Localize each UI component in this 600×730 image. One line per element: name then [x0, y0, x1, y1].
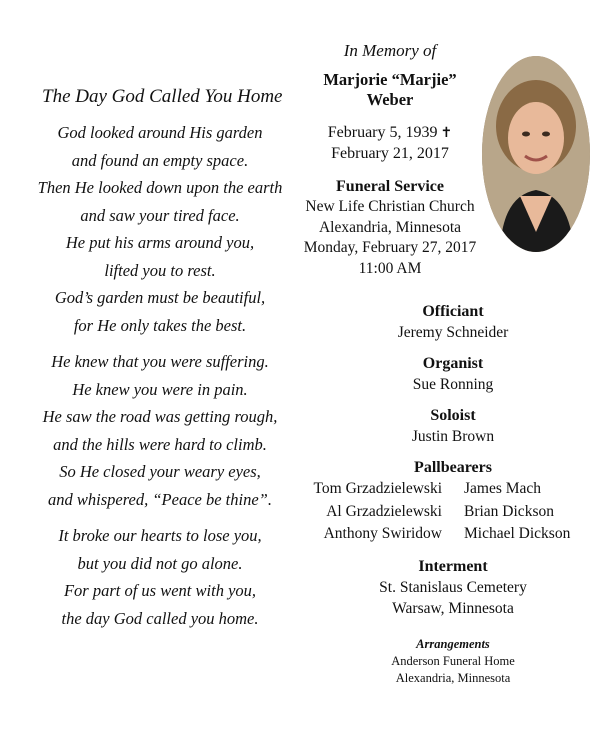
- poem-title: The Day God Called You Home: [42, 86, 283, 107]
- pallbearers-list: [300, 478, 600, 546]
- service-city: Alexandria, Minnesota: [318, 218, 462, 236]
- officiant-heading: Officiant: [422, 303, 484, 320]
- pallbearer-name: James Mach: [464, 480, 542, 497]
- poem-stanza-3: [20, 522, 300, 632]
- cross-icon: ✝: [440, 126, 453, 141]
- soloist-block: [300, 406, 600, 447]
- poem-section: [20, 86, 300, 632]
- poem-stanza-2: [20, 348, 300, 513]
- funeral-home-name: Anderson Funeral Home: [391, 654, 515, 668]
- poem-line: So He closed your weary eyes,: [59, 462, 261, 481]
- service-date: Monday, February 27, 2017: [303, 239, 477, 256]
- poem-stanza-1: [20, 119, 300, 339]
- soloist-name: Justin Brown: [411, 428, 495, 445]
- pallbearer-name: Michael Dickson: [464, 525, 571, 542]
- poem-line: He knew you were in pain.: [72, 379, 248, 399]
- poem-line: He knew that you were suffering.: [51, 352, 269, 371]
- poem-line: He put his arms around you,: [65, 233, 255, 252]
- arrangements-heading: Arrangements: [416, 637, 490, 651]
- deceased-name-line1: Marjorie “Marjie”: [323, 70, 457, 89]
- funeral-service-heading: Funeral Service: [336, 178, 444, 195]
- officiant-block: [300, 302, 600, 343]
- poem-line: It broke our hearts to lose you,: [58, 526, 262, 545]
- service-time: 11:00 AM: [358, 259, 422, 277]
- soloist-heading: Soloist: [430, 407, 476, 424]
- death-date: February 21, 2017: [331, 145, 449, 162]
- poem-line: and found an empty space.: [71, 150, 249, 170]
- poem-line: Then He looked down upon the earth: [37, 178, 283, 197]
- interment-heading: Interment: [418, 557, 488, 575]
- pallbearer-name: Tom Grzadzielewski: [313, 480, 442, 497]
- arrangements-block: [300, 636, 600, 687]
- memorial-header: [300, 40, 480, 279]
- interment-place: St. Stanislaus Cemetery: [379, 578, 527, 596]
- poem-line: and whispered, “Peace be thine”.: [48, 489, 272, 509]
- pallbearer-name: Al Grzadzielewski: [326, 502, 442, 520]
- poem-line: God’s garden must be beautiful,: [54, 288, 266, 307]
- poem-line: for He only takes the best.: [73, 315, 247, 335]
- poem-line: For part of us went with you,: [63, 581, 257, 600]
- poem-line: but you did not go alone.: [77, 553, 243, 573]
- in-memory-heading: In Memory of: [343, 41, 437, 60]
- poem-line: He saw the road was getting rough,: [42, 407, 278, 426]
- portrait-illustration: [482, 56, 590, 252]
- poem-line: and the hills were hard to climb.: [53, 434, 267, 454]
- poem-line: lifted you to rest.: [104, 260, 216, 280]
- pallbearer-name: Anthony Swiridow: [323, 525, 442, 542]
- portrait-photo: [482, 56, 590, 252]
- poem-line: God looked around His garden: [57, 123, 263, 142]
- service-roles: [300, 302, 600, 619]
- birth-line: [300, 123, 480, 144]
- pallbearer-name: Brian Dickson: [464, 502, 554, 520]
- deceased-name-line2: Weber: [366, 90, 414, 109]
- organist-block: [300, 354, 600, 395]
- officiant-name: Jeremy Schneider: [397, 324, 509, 341]
- organist-heading: Organist: [422, 355, 484, 372]
- life-dates: [300, 123, 480, 164]
- birth-date: February 5, 1939: [327, 124, 438, 141]
- funeral-home-city: Alexandria, Minnesota: [395, 671, 511, 685]
- service-church: New Life Christian Church: [305, 198, 475, 215]
- interment-block: [300, 557, 600, 619]
- pallbearers-heading: Pallbearers: [414, 459, 492, 476]
- organist-name: Sue Ronning: [412, 376, 494, 393]
- interment-city: Warsaw, Minnesota: [392, 599, 514, 617]
- poem-line: the day God called you home.: [61, 608, 259, 628]
- poem-line: and saw your tired face.: [80, 205, 240, 225]
- pallbearers-block: [300, 458, 600, 546]
